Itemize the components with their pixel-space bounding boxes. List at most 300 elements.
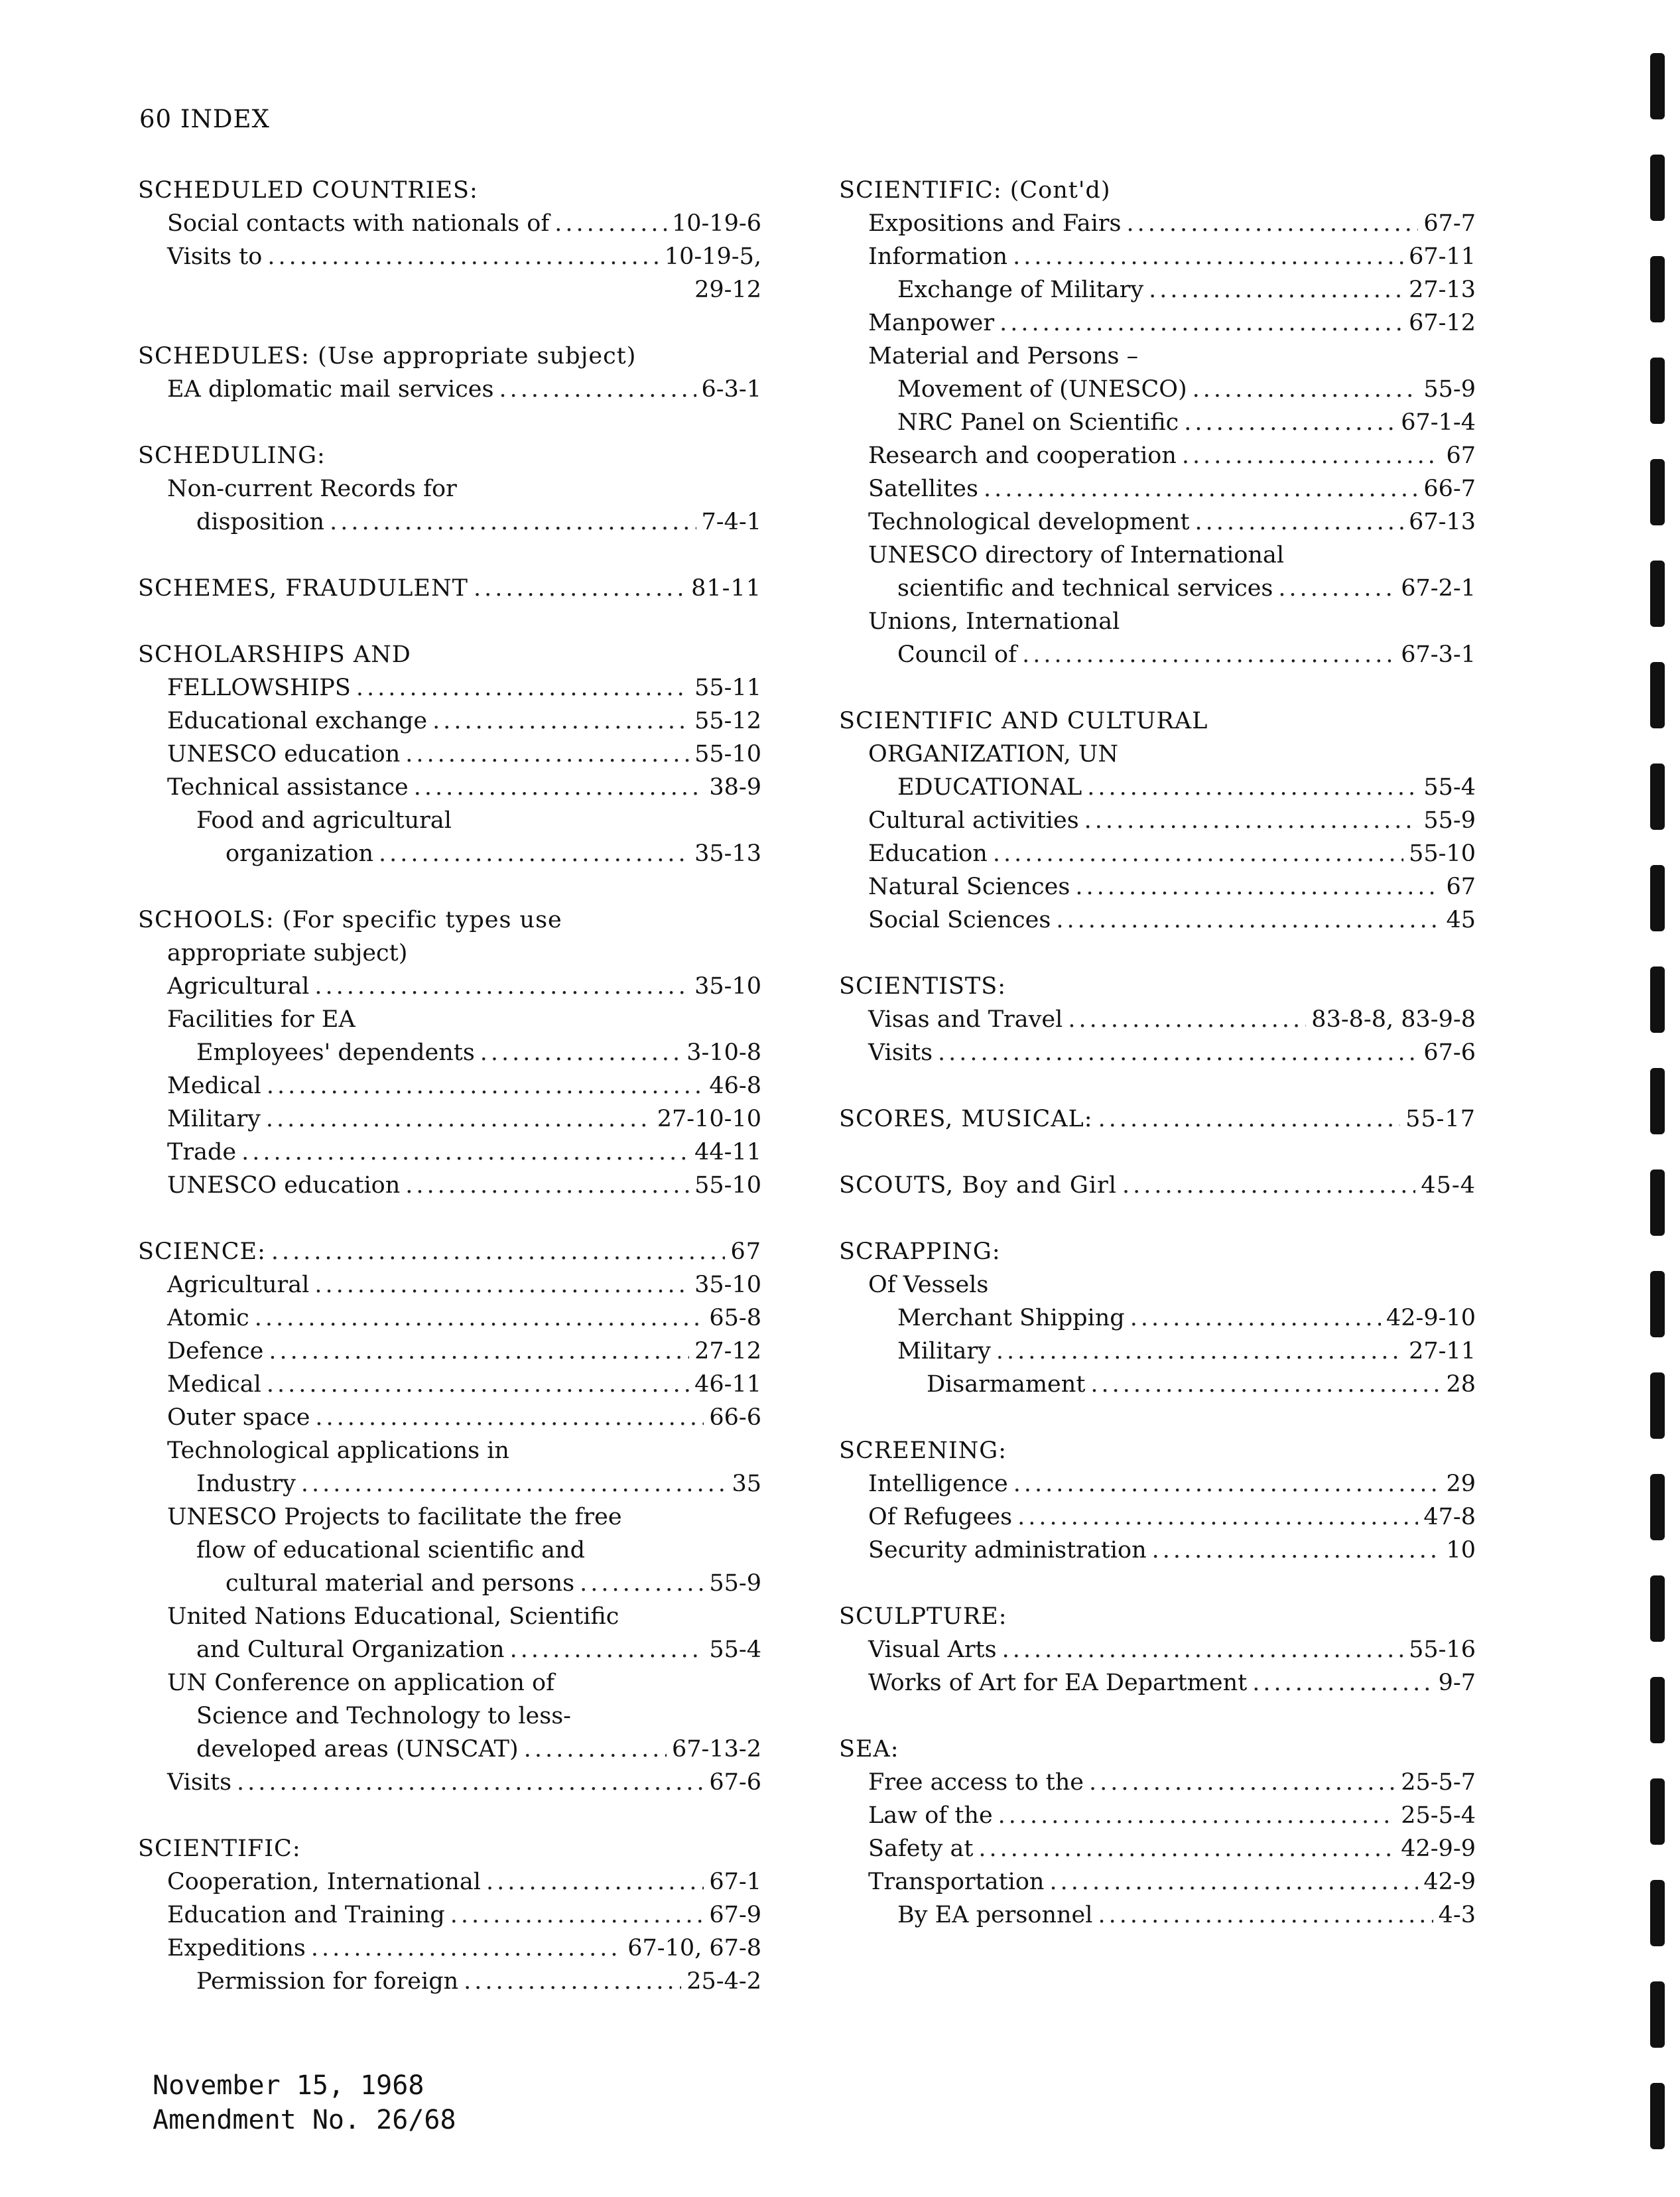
binding-hole (1650, 1677, 1665, 1743)
index-section (138, 903, 761, 1202)
dot-leader (379, 837, 689, 870)
dot-leader (1013, 1467, 1441, 1500)
dot-leader (356, 671, 689, 704)
entry-page-ref: 4-3 (1438, 1902, 1476, 1928)
entry-label: Military (167, 1106, 261, 1132)
entry-page-ref: 10 (1446, 1537, 1476, 1564)
index-entry (839, 903, 1476, 937)
entry-page-ref: 10-19-6 (672, 210, 761, 237)
entry-label: appropriate subject) (167, 940, 408, 966)
entry-page-ref: 9-7 (1438, 1670, 1476, 1696)
binding-hole (1650, 865, 1665, 931)
entry-page-ref: 83-8-8, 83-9-8 (1311, 1006, 1476, 1033)
index-entry (138, 1600, 761, 1633)
entry-page-ref: 55-9 (1423, 807, 1476, 834)
index-entry (138, 1766, 761, 1799)
binding-hole (1650, 459, 1665, 525)
index-section (839, 1733, 1476, 1932)
index-entry (138, 1401, 761, 1434)
dot-leader (1184, 406, 1395, 439)
entry-page-ref: 55-11 (694, 675, 761, 701)
entry-page-ref: 46-8 (709, 1073, 761, 1099)
binding-hole (1650, 1880, 1665, 1946)
dot-leader (432, 704, 689, 738)
index-heading (839, 1235, 1476, 1268)
entry-page-ref: 67-1 (709, 1869, 761, 1895)
dot-leader (938, 1036, 1418, 1069)
index-entry (839, 539, 1476, 572)
entry-page-ref: 67-3-1 (1401, 641, 1476, 668)
entry-page-ref: 55-9 (709, 1570, 761, 1597)
binding-hole (1650, 1981, 1665, 2048)
index-entry (138, 1898, 761, 1932)
footer-amendment: Amendment No. 26/68 (153, 2105, 456, 2135)
index-entry (138, 1633, 761, 1666)
index-section (839, 174, 1476, 671)
heading-label: SCHEDULING: (138, 442, 326, 469)
entry-page-ref: 27-13 (1409, 277, 1476, 303)
entry-page-ref: 35-10 (694, 973, 761, 1000)
binding-hole (1650, 764, 1665, 830)
entry-page-ref: 55-10 (1409, 840, 1476, 867)
entry-label: Cultural activities (868, 807, 1079, 834)
dot-leader (1013, 240, 1403, 273)
index-entry (839, 340, 1476, 373)
entry-page-ref: 81-11 (691, 575, 761, 602)
dot-leader (998, 1799, 1396, 1832)
entry-page-ref: 38-9 (709, 774, 761, 801)
dot-leader (405, 738, 689, 771)
index-entry (839, 1500, 1476, 1534)
index-entry (138, 937, 761, 970)
dot-leader (1152, 1534, 1441, 1567)
entry-label: Visits (868, 1039, 933, 1066)
index-heading (138, 572, 761, 605)
entry-label: Expositions and Fairs (868, 210, 1122, 237)
entry-label: UN Conference on application of (167, 1670, 555, 1696)
index-heading (839, 970, 1476, 1003)
heading-label: SEA: (839, 1736, 899, 1763)
index-section (839, 1600, 1476, 1699)
index-entry (138, 1467, 761, 1500)
entry-page-ref: 55-16 (1409, 1636, 1476, 1663)
index-entry (839, 1898, 1476, 1932)
index-heading (839, 1733, 1476, 1766)
entry-page-ref: 29 (1446, 1471, 1476, 1497)
index-section (138, 572, 761, 605)
dot-leader (450, 1898, 704, 1932)
entry-page-ref: 25-4-2 (686, 1968, 761, 1995)
heading-label: SCIENCE: (138, 1238, 266, 1265)
entry-label: Defence (167, 1338, 264, 1365)
index-entry (138, 970, 761, 1003)
index-entry (839, 240, 1476, 273)
heading-label: SCORES, MUSICAL: (839, 1106, 1093, 1132)
index-entry (138, 1865, 761, 1898)
index-entry (138, 1169, 761, 1202)
entry-label: Information (868, 243, 1008, 270)
entry-page-ref: 55-12 (694, 708, 761, 734)
dot-leader (255, 1301, 704, 1335)
dot-leader (486, 1865, 704, 1898)
entry-label: Agricultural (167, 1272, 310, 1298)
entry-label: Transportation (868, 1869, 1045, 1895)
index-entry (839, 572, 1476, 605)
dot-leader (499, 373, 696, 406)
index-entry (138, 505, 761, 539)
entry-page-ref: 47-8 (1423, 1504, 1476, 1530)
binding-holes (1650, 53, 1667, 2176)
index-entry (138, 1036, 761, 1069)
entry-label: Medical (167, 1073, 261, 1099)
index-heading (839, 1102, 1476, 1136)
index-section (138, 1832, 761, 1998)
entry-page-ref: 27-11 (1409, 1338, 1476, 1365)
dot-leader (996, 1335, 1403, 1368)
dot-leader (1252, 1666, 1433, 1699)
dot-leader (301, 1467, 727, 1500)
dot-leader (1056, 903, 1441, 937)
entry-page-ref: 55-10 (694, 741, 761, 767)
index-section (138, 340, 761, 406)
entry-page-ref: 67-13-2 (672, 1736, 761, 1763)
index-entry (138, 1699, 761, 1733)
entry-page-ref: 67-11 (1409, 243, 1476, 270)
entry-label: Education and Training (167, 1902, 445, 1928)
index-heading (138, 1235, 761, 1268)
dot-leader (464, 1965, 681, 1998)
entry-label: Industry (196, 1471, 296, 1497)
index-entry (138, 1434, 761, 1467)
entry-label: Employees' dependents (196, 1039, 475, 1066)
entry-label: ORGANIZATION, UN (868, 741, 1119, 767)
index-entry (138, 738, 761, 771)
dot-leader (1182, 439, 1441, 472)
dot-leader (269, 1335, 689, 1368)
binding-hole (1650, 1068, 1665, 1134)
index-heading (839, 174, 1476, 207)
entry-label: Visas and Travel (868, 1006, 1063, 1033)
dot-leader (1022, 638, 1395, 671)
index-entry (138, 1500, 761, 1534)
entry-label: Cooperation, International (167, 1869, 481, 1895)
dot-leader (314, 970, 689, 1003)
heading-label: SCHOLARSHIPS AND (138, 641, 411, 668)
entry-label: Agricultural (167, 973, 310, 1000)
entry-page-ref: 67-7 (1423, 210, 1476, 237)
index-entry (138, 1301, 761, 1335)
heading-label: SCHEDULED COUNTRIES: (138, 177, 478, 204)
index-entry (839, 373, 1476, 406)
index-section (138, 638, 761, 870)
index-entry (839, 1799, 1476, 1832)
entry-label: Educational exchange (167, 708, 428, 734)
entry-page-ref: 55-17 (1405, 1106, 1476, 1132)
entry-label: EA diplomatic mail services (167, 376, 494, 403)
dot-leader (414, 771, 704, 804)
index-entry (839, 472, 1476, 505)
entry-label: cultural material and persons (226, 1570, 575, 1597)
binding-hole (1650, 1271, 1665, 1337)
entry-page-ref: 67-13 (1409, 509, 1476, 535)
page-footer (153, 2068, 456, 2137)
page-title: 60 INDEX (139, 105, 270, 133)
entry-label: By EA personnel (897, 1902, 1093, 1928)
entry-label: Natural Sciences (868, 874, 1070, 900)
entry-page-ref: 67-2-1 (1401, 575, 1476, 602)
index-entry (138, 1102, 761, 1136)
index-heading (138, 1832, 761, 1865)
entry-page-ref: 66-6 (709, 1404, 761, 1431)
index-entry (839, 1832, 1476, 1865)
index-entry (138, 1368, 761, 1401)
entry-label: Technological development (868, 509, 1190, 535)
dot-leader (1084, 804, 1419, 837)
index-entry (138, 472, 761, 505)
entry-label: Military (897, 1338, 991, 1365)
index-entry (839, 1036, 1476, 1069)
dot-leader (1122, 1169, 1415, 1202)
entry-page-ref: 42-9 (1423, 1869, 1476, 1895)
entry-label: Disarmament (927, 1371, 1086, 1398)
dot-leader (554, 207, 667, 240)
dot-leader (993, 837, 1403, 870)
dot-leader (237, 1766, 704, 1799)
entry-label: disposition (196, 509, 325, 535)
heading-label: SCREENING: (839, 1437, 1007, 1464)
heading-label: SCRAPPING: (839, 1238, 1001, 1265)
entry-page-ref: 27-10-10 (657, 1106, 761, 1132)
index-entry (839, 837, 1476, 870)
index-section (839, 1169, 1476, 1202)
binding-hole (1650, 1575, 1665, 1642)
index-section (138, 439, 761, 539)
index-entry (138, 704, 761, 738)
dot-leader (1098, 1898, 1433, 1932)
index-entry (138, 1003, 761, 1036)
dot-leader (474, 572, 686, 605)
dot-leader (580, 1567, 704, 1600)
entry-page-ref: 7-4-1 (701, 509, 761, 535)
index-entry (138, 1666, 761, 1699)
index-section (138, 174, 761, 306)
index-heading (839, 1169, 1476, 1202)
index-entry (839, 1003, 1476, 1036)
entry-label: Social Sciences (868, 907, 1051, 933)
index-entry (839, 870, 1476, 903)
entry-page-ref: 67 (1446, 874, 1476, 900)
entry-page-ref: 46-11 (694, 1371, 761, 1398)
heading-label: SCULPTURE: (839, 1603, 1007, 1630)
entry-label: flow of educational scientific and (196, 1537, 585, 1564)
entry-label: developed areas (UNSCAT) (196, 1736, 519, 1763)
entry-page-ref: 55-4 (709, 1636, 761, 1663)
dot-leader (315, 1401, 704, 1434)
entry-label: Works of Art for EA Department (868, 1670, 1248, 1696)
entry-label: Research and cooperation (868, 442, 1177, 469)
entry-label: Satellites (868, 476, 978, 502)
entry-label: Atomic (167, 1305, 249, 1331)
entry-label: scientific and technical services (897, 575, 1273, 602)
entry-page-ref: 55-10 (694, 1172, 761, 1199)
index-heading (138, 340, 761, 373)
entry-page-ref: 67-12 (1409, 310, 1476, 336)
index-entry (138, 207, 761, 240)
entry-label: Movement of (UNESCO) (897, 376, 1187, 403)
entry-page-ref: 42-9-10 (1386, 1305, 1476, 1331)
index-entry (138, 1136, 761, 1169)
index-entry (839, 1335, 1476, 1368)
index-entry (839, 1368, 1476, 1401)
heading-label: SCHEMES, FRAUDULENT (138, 575, 468, 602)
index-section (839, 1102, 1476, 1136)
index-entry-continuation (138, 273, 761, 306)
entry-label: Permission for foreign (196, 1968, 459, 1995)
dot-leader (314, 1268, 689, 1301)
entry-label: Trade (167, 1139, 237, 1165)
index-heading (138, 638, 761, 671)
entry-label: Unions, International (868, 608, 1120, 635)
entry-page-ref: 67-10, 67-8 (627, 1935, 761, 1962)
heading-label: SCHEDULES: (Use appropriate subject) (138, 343, 637, 369)
entry-page-ref: 55-4 (1423, 774, 1476, 801)
entry-label: Food and agricultural (196, 807, 452, 834)
entry-page-ref: 66-7 (1423, 476, 1476, 502)
dot-leader (1149, 273, 1403, 306)
heading-label: SCIENTISTS: (839, 973, 1007, 1000)
dot-leader (510, 1633, 704, 1666)
index-entry (839, 1534, 1476, 1567)
entry-page-ref: 55-9 (1423, 376, 1476, 403)
entry-label: NRC Panel on Scientific (897, 409, 1179, 436)
entry-page-ref: 42-9-9 (1401, 1835, 1476, 1862)
entry-label: Of Refugees (868, 1504, 1013, 1530)
entry-label: Technological applications in (167, 1437, 509, 1464)
entry-label: FELLOWSHIPS (167, 675, 351, 701)
dot-leader (1089, 1766, 1395, 1799)
index-heading (839, 704, 1476, 738)
index-entry (839, 439, 1476, 472)
entry-label: Visual Arts (868, 1636, 997, 1663)
index-column-left (138, 174, 761, 2031)
binding-hole (1650, 561, 1665, 627)
dot-leader (405, 1169, 689, 1202)
entry-page-ref: 67 (1446, 442, 1476, 469)
footer-date: November 15, 1968 (153, 2070, 424, 2101)
entry-label: Of Vessels (868, 1272, 989, 1298)
dot-leader (1126, 207, 1418, 240)
heading-label: SCIENTIFIC: (138, 1835, 301, 1862)
index-column-right (839, 174, 1476, 1965)
entry-label: Merchant Shipping (897, 1305, 1125, 1331)
dot-leader (267, 1368, 689, 1401)
dot-leader (266, 1102, 652, 1136)
dot-leader (330, 505, 696, 539)
binding-hole (1650, 1372, 1665, 1439)
dot-leader (267, 240, 659, 273)
entry-page-ref: 67-1-4 (1401, 409, 1476, 436)
binding-hole (1650, 1474, 1665, 1540)
index-entry (138, 1268, 761, 1301)
entry-label: Law of the (868, 1802, 993, 1829)
index-entry (138, 373, 761, 406)
dot-leader (271, 1235, 726, 1268)
entry-label: UNESCO education (167, 741, 401, 767)
entry-label: Free access to the (868, 1769, 1084, 1796)
index-entry (839, 1268, 1476, 1301)
index-entry (138, 240, 761, 273)
entry-page-ref: 35-13 (694, 840, 761, 867)
index-entry (839, 505, 1476, 539)
entry-label: Social contacts with nationals of (167, 210, 550, 237)
entry-label: UNESCO directory of International (868, 542, 1285, 568)
dot-leader (1193, 373, 1419, 406)
dot-leader (1087, 771, 1418, 804)
entry-label: Non-current Records for (167, 476, 457, 502)
dot-leader (1090, 1368, 1441, 1401)
heading-label: SCIENTIFIC AND CULTURAL (839, 708, 1208, 734)
dot-leader (1068, 1003, 1306, 1036)
entry-label: Outer space (167, 1404, 310, 1431)
dot-leader (1002, 1633, 1404, 1666)
entry-label: Material and Persons – (868, 343, 1139, 369)
dot-leader (524, 1733, 667, 1766)
entry-label: UNESCO education (167, 1172, 401, 1199)
index-entry (839, 273, 1476, 306)
entry-page-ref: 67-9 (709, 1902, 761, 1928)
index-heading (839, 1600, 1476, 1633)
dot-leader (241, 1136, 689, 1169)
index-heading (839, 1434, 1476, 1467)
entry-page-ref: 67-6 (709, 1769, 761, 1796)
entry-label: United Nations Educational, Scientific (167, 1603, 619, 1630)
dot-leader (1195, 505, 1404, 539)
dot-leader (1000, 306, 1403, 340)
index-entry (839, 771, 1476, 804)
index-section (839, 970, 1476, 1069)
index-entry (138, 1335, 761, 1368)
heading-label: SCOUTS, Boy and Girl (839, 1172, 1117, 1199)
index-entry (839, 1467, 1476, 1500)
index-section (839, 704, 1476, 937)
index-entry (138, 837, 761, 870)
binding-hole (1650, 256, 1665, 322)
entry-label: Visits (167, 1769, 232, 1796)
entry-page-ref: 45-4 (1421, 1172, 1476, 1199)
index-entry (839, 605, 1476, 638)
index-entry (138, 1567, 761, 1600)
entry-page-ref: 25-5-7 (1401, 1769, 1476, 1796)
index-heading (138, 174, 761, 207)
index-entry (839, 638, 1476, 671)
dot-leader (1098, 1102, 1401, 1136)
entry-label: Facilities for EA (167, 1006, 355, 1033)
index-heading (138, 903, 761, 937)
dot-leader (1049, 1865, 1418, 1898)
entry-page-ref: 35 (732, 1471, 761, 1497)
entry-label: Council of (897, 641, 1017, 668)
index-entry (839, 1865, 1476, 1898)
entry-page-ref: 6-3-1 (701, 376, 761, 403)
entry-label: UNESCO Projects to facilitate the free (167, 1504, 622, 1530)
entry-page-ref: 45 (1446, 907, 1476, 933)
index-heading (138, 439, 761, 472)
entry-page-ref: 35-10 (694, 1272, 761, 1298)
entry-label: Science and Technology to less- (196, 1703, 571, 1729)
binding-hole (1650, 1169, 1665, 1236)
index-entry (839, 1301, 1476, 1335)
entry-page-ref: 27-12 (694, 1338, 761, 1365)
